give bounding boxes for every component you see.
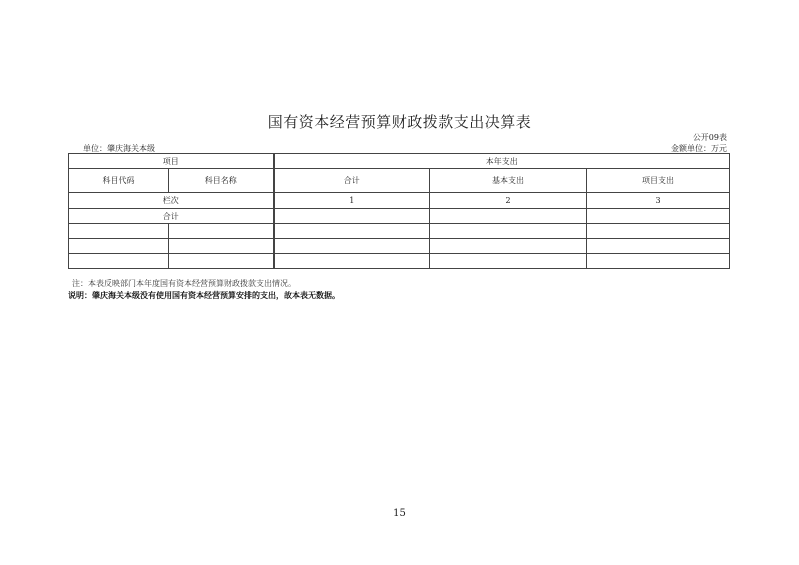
unit-row <box>83 143 727 153</box>
table-cell <box>169 254 274 269</box>
page-number: 15 <box>393 508 406 519</box>
amount-unit-label: 金额单位：万元 <box>671 144 727 153</box>
table-row <box>69 254 730 269</box>
table-header-row-2 <box>69 169 730 193</box>
header-current-year-expenditure: 本年支出 <box>274 154 730 169</box>
table-cell <box>587 239 730 254</box>
table-cell <box>430 224 587 239</box>
header-project: 项目 <box>69 154 274 169</box>
table-cell <box>169 224 274 239</box>
column-index-1: 1 <box>274 193 430 209</box>
table-cell <box>274 254 430 269</box>
header-basic-expenditure: 基本支出 <box>430 169 587 193</box>
table-row <box>69 239 730 254</box>
total-row-cell <box>587 209 730 224</box>
table-header-row-1 <box>69 154 730 169</box>
table-cell <box>274 224 430 239</box>
explanation-text: 说明：肇庆海关本级没有使用国有资本经营预算安排的支出，故本表无数据。 <box>68 290 340 300</box>
header-subject-code: 科目代码 <box>69 169 169 193</box>
table-cell <box>430 239 587 254</box>
header-total: 合计 <box>274 169 430 193</box>
document-title: 国有资本经营预算财政拨款支出决算表 <box>267 113 532 131</box>
form-number: 公开09表 <box>692 133 727 142</box>
table-cell <box>69 224 169 239</box>
expenditure-table <box>68 153 730 269</box>
header-project-expenditure: 项目支出 <box>587 169 730 193</box>
table-cell <box>69 239 169 254</box>
total-row-cell <box>430 209 587 224</box>
total-row <box>69 209 730 224</box>
column-index-2: 2 <box>430 193 587 209</box>
table-row <box>69 224 730 239</box>
column-index-3: 3 <box>587 193 730 209</box>
table-cell <box>430 254 587 269</box>
table-cell <box>274 239 430 254</box>
table-note: 注：本表反映部门本年度国有资本经营预算财政拨款支出情况。 <box>72 279 296 288</box>
table-cell <box>169 239 274 254</box>
table-cell <box>69 254 169 269</box>
column-index-label: 栏次 <box>69 193 274 209</box>
total-row-cell <box>274 209 430 224</box>
table-cell <box>587 254 730 269</box>
column-index-row <box>69 193 730 209</box>
table-cell <box>587 224 730 239</box>
total-row-label: 合计 <box>69 209 274 224</box>
header-subject-name: 科目名称 <box>169 169 274 193</box>
unit-label: 单位：肇庆海关本级 <box>83 144 155 153</box>
